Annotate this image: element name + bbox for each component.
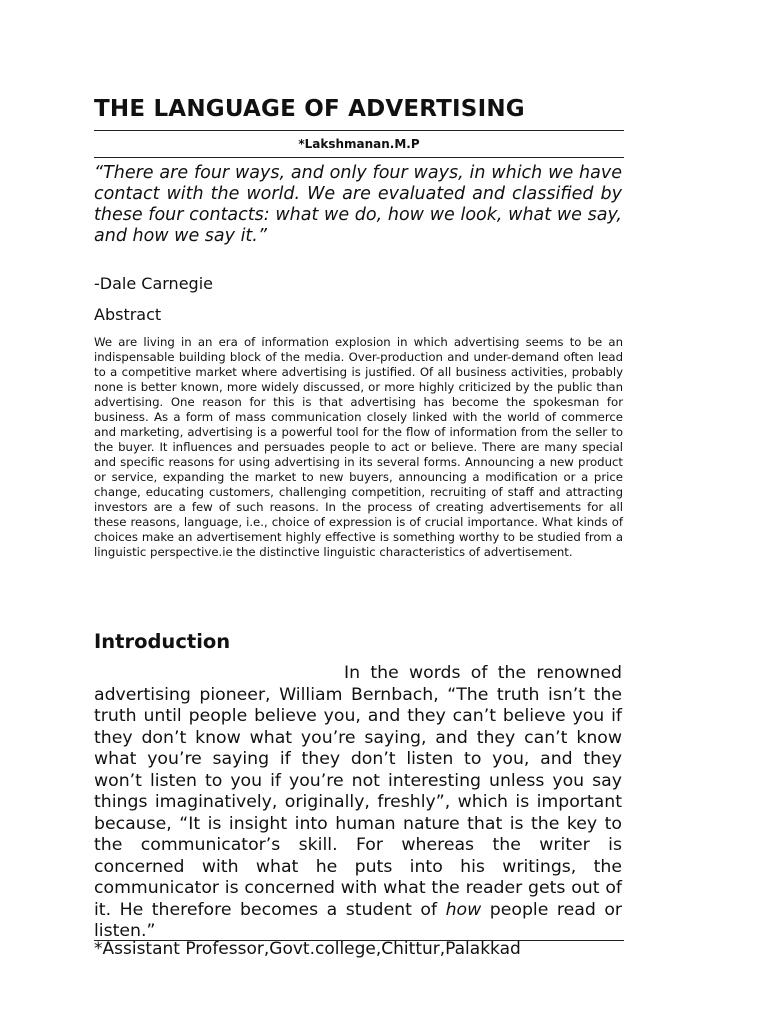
author-name: *Lakshmanan.M.P	[298, 137, 420, 151]
introduction-paragraph	[94, 663, 622, 943]
author-affiliation-footnote: *Assistant Professor,Govt.college,Chittur,Palakkad	[94, 939, 521, 959]
document-page	[94, 0, 624, 1024]
abstract-heading: Abstract	[94, 305, 162, 324]
introduction-text-part-2: people read or listen.”	[94, 899, 622, 941]
author-divider	[94, 157, 624, 158]
document-title: THE LANGUAGE OF ADVERTISING	[94, 96, 525, 122]
introduction-text-part-1: In the words of the renowned advertising pioneer, William Bernbach, “The truth isn’t the truth until people believe you, and they can’t believe you if they don’t know what you’re saying, and they can’t know what you’re saying if they don’t listen to you, and they won’t listen to you if you’re not interesting unless you say things imaginatively, originally, freshly”, which is important because, “It is insight into human nature that is the key to the communicator’s skill. For whereas the writer is concerned with what he puts into his writings, the communicator is concerned with what the reader gets out of it. He therefore becomes a student of	[94, 663, 622, 920]
title-divider	[94, 130, 624, 131]
epigraph-attribution: -Dale Carnegie	[94, 274, 213, 293]
introduction-heading: Introduction	[94, 630, 231, 653]
introduction-emphasis: how	[445, 899, 482, 920]
epigraph-quote: “There are four ways, and only four ways, in which we have contact with the world. We are evaluated and classified by these four contacts: what we do, how we look, what we say, and how we say it.”	[94, 163, 622, 246]
abstract-text: We are living in an era of information explosion in which advertising seems to be an indispensable building block of the media. Over-production and under-demand often lead to a competitive market where advertising is justified. Of all business activities, probably none is better known, more widely discussed, or more highly criticized by the public than advertising. One reason for this is that advertising has become the spokesman for business. As a form of mass communication closely linked with the world of commerce and marketing, advertising is a powerful tool for the flow of information from the seller to the buyer. It influences and persuades people to act or believe. There are many special and specific reasons for using advertising in its several forms. Announcing a new product or service, expanding the market to new buyers, announcing a modification or a price change, educating customers, challenging competition, recruiting of staff and attracting investors are a few of such reasons. In the process of creating advertisements for all these reasons, language, i.e., choice of expression is of crucial importance. What kinds of choices make an advertisement highly effective is something worthy to be studied from a linguistic perspective.ie the distinctive linguistic characteristics of advertisement.	[94, 335, 623, 559]
